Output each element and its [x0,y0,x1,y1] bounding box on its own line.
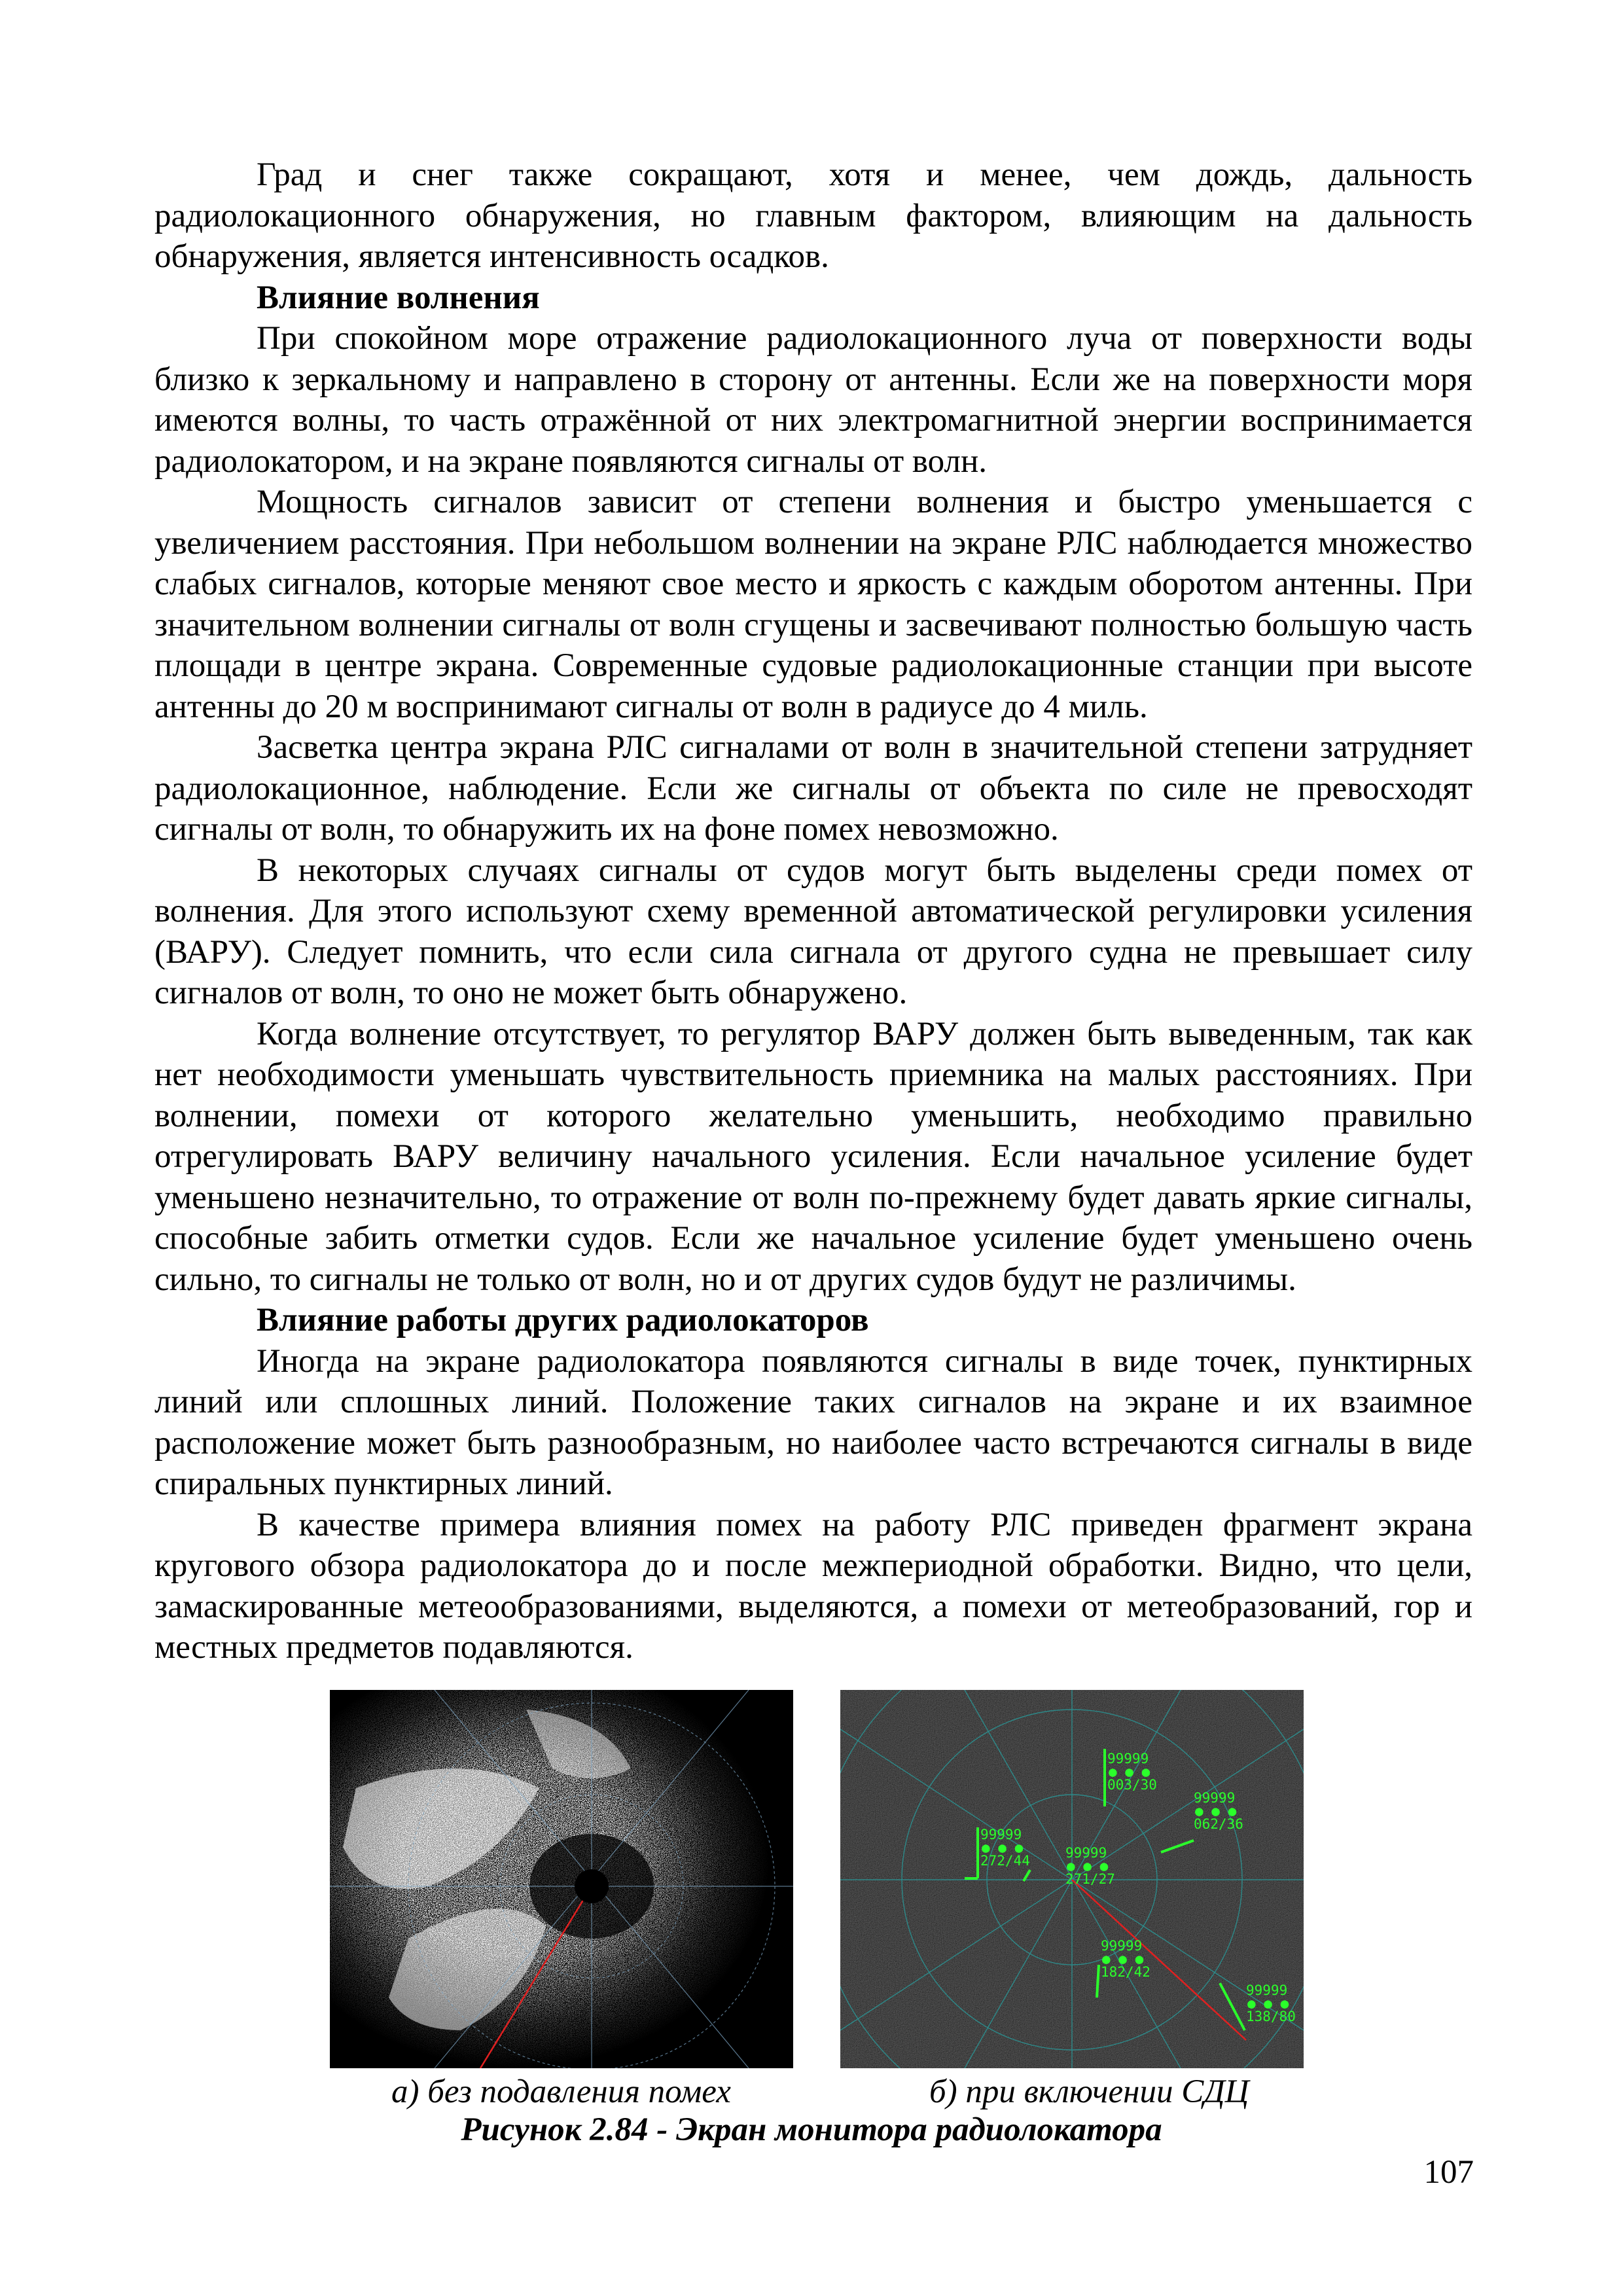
svg-text:062/36: 062/36 [1194,1816,1243,1832]
body-text [154,154,1472,1668]
svg-text:● ● ●: ● ● ● [1195,1803,1237,1819]
svg-text:99999: 99999 [980,1827,1022,1842]
paragraph: В качестве примера влияния помех на работу РЛС приведен фрагмент экрана кругового обзора радиолокатора до и после межпериодной обработки. Видно, что цели, замаскированные метеообразованиями, выделяются, а помехи от метеобразований, гор и местных предметов подавляются. [154,1506,1472,1666]
svg-text:138/80: 138/80 [1246,2009,1296,2024]
radar-screen-mti [840,1690,1304,2068]
svg-text:99999: 99999 [1194,1790,1236,1806]
svg-text:99999: 99999 [1246,1982,1288,1998]
figure-subcaption-a: а) без подавления помех [391,2073,731,2110]
svg-text:99999: 99999 [1065,1845,1107,1861]
figure-subcaption-b: б) при включении СДЦ [929,2073,1249,2110]
svg-text:003/30: 003/30 [1107,1777,1157,1793]
paragraph: Когда волнение отсутствует, то регулятор ВАРУ должен быть выведенным, так как нет необходимости уменьшать чувствительность приемника на малых расстояниях. При волнении, помехи от которого желательно уменьшить, необходимо правильно отрегулировать ВАРУ величину начального усиления. Если начальное усиление будет уменьшено незначительно, то отражение от волн по-прежнему будет давать яркие сигналы, способные забить отметки судов. Если же начальное усиление будет уменьшено очень сильно, то сигналы не только от волн, но и от других судов будут не различимы. [154,1015,1472,1298]
radar-image-b [840,1690,1304,2068]
page-number: 107 [1423,2154,1474,2191]
svg-text:271/27: 271/27 [1065,1871,1115,1887]
svg-text:● ● ●: ● ● ● [1109,1764,1150,1780]
paragraph: При спокойном море отражение радиолокационного луча от поверхности воды близко к зеркальному и направлено в сторону от антенны. Если же на поверхности моря имеются волны, то часть отражённой от них электромагнитной энергии воспринимается радиолокатором, и на экране появляются сигналы от волн. [154,320,1472,480]
paragraph: Засветка центра экрана РЛС сигналами от волн в значительной степени затрудняет радиолокационное, наблюдение. Если же сигналы от объекта по силе не превосходят сигналы от волн, то обнаружить их на фоне помех невозможно. [154,729,1472,848]
paragraph: Иногда на экране радиолокатора появляются сигналы в виде точек, пунктирных линий или сплошных линий. Положение таких сигналов на экране и их взаимное расположение может быть разнообразным, но наиболее часто встречаются сигналы в виде спиральных пунктирных линий. [154,1342,1472,1502]
section-heading: Влияние работы других радиолокаторов [257,1302,869,1338]
svg-text:● ● ●: ● ● ● [1102,1951,1144,1967]
svg-text:● ● ●: ● ● ● [1247,1996,1289,2011]
section-heading: Влияние волнения [257,279,540,316]
svg-text:● ● ●: ● ● ● [1067,1858,1109,1874]
svg-text:99999: 99999 [1101,1938,1143,1954]
svg-text:272/44: 272/44 [980,1853,1030,1869]
radar-figure [330,1690,1304,2068]
svg-text:182/42: 182/42 [1101,1964,1150,1980]
svg-text:● ● ●: ● ● ● [982,1840,1024,1856]
figure-caption: Рисунок 2.84 - Экран монитора радиолокатора [461,2111,1162,2148]
paragraph: В некоторых случаях сигналы от судов могут быть выделены среди помех от волнения. Для этого используют схему временной автоматической регулировки усиления (ВАРУ). Следует помнить, что если сила сигнала от другого судна не превышает силу сигналов от волн, то оно не может быть обнаружено. [154,852,1472,1011]
svg-text:99999: 99999 [1107,1751,1149,1767]
paragraph: Мощность сигналов зависит от степени волнения и быстро уменьшается с увеличением расстояния. При небольшом волнении на экране РЛС наблюдается множество слабых сигналов, которые меняют свое место и яркость с каждым оборотом антенны. При значительном волнении сигналы от волн сгущены и засвечивают полностью большую часть площади в центре экрана. Современные судовые радиолокационные станции при высоте антенны до 20 м воспринимают сигналы от волн в радиусе до 4 миль. [154,484,1472,725]
radar-image-a [330,1690,793,2068]
paragraph: Град и снег также сокращают, хотя и менее, чем дождь, дальность радиолокационного обнаружения, но главным фактором, влияющим на дальность обнаружения, является интенсивность осадков. [154,156,1472,275]
radar-screen-unsuppressed [330,1690,793,2068]
